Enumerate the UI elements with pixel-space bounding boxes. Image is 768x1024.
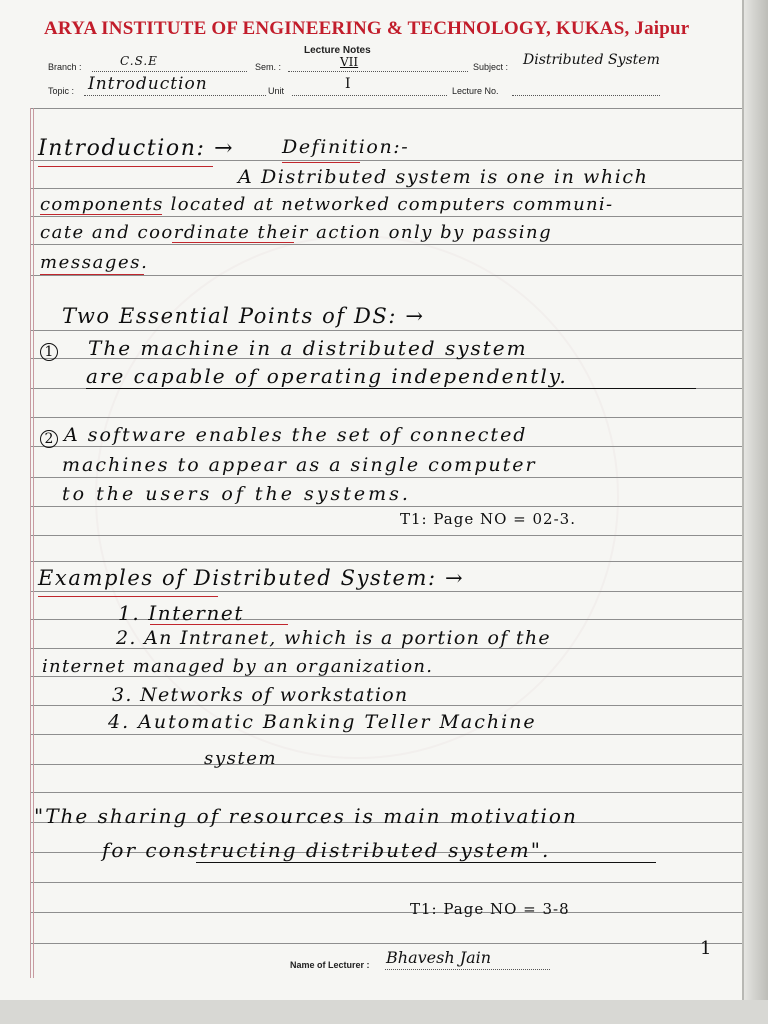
reference-2: T1: Page NO = 3-8 xyxy=(410,900,570,918)
points-heading: Two Essential Points of DS: → xyxy=(62,304,425,328)
example-4-line-1: 4. Automatic Banking Teller Machine xyxy=(108,711,537,733)
ruled-line xyxy=(30,882,742,883)
ruled-line xyxy=(30,734,742,735)
point-1-line-1: The machine in a distributed system xyxy=(88,336,528,360)
definition-line-2: components located at networked computers communi- xyxy=(40,194,614,215)
unit-label: Unit xyxy=(268,86,285,96)
ruled-line xyxy=(30,943,742,944)
ruled-line xyxy=(30,506,742,507)
point-1-number: 1 xyxy=(40,343,58,361)
branch-value: C.S.E xyxy=(120,54,158,68)
ruled-line xyxy=(30,764,742,765)
examples-heading: Examples of Distributed System: → xyxy=(38,566,465,590)
ruled-line xyxy=(30,417,742,418)
lecturer-name: Bhavesh Jain xyxy=(386,948,492,967)
ruled-line xyxy=(30,591,742,592)
point-2-number: 2 xyxy=(40,430,58,448)
topic-value: Introduction xyxy=(88,74,208,94)
branch-label: Branch : xyxy=(48,62,82,72)
reference-1: T1: Page NO = 02-3. xyxy=(400,510,576,528)
definition-line-4: messages. xyxy=(40,252,149,273)
ruled-line xyxy=(30,477,742,478)
example-4-line-2: system xyxy=(204,748,278,769)
point-2-line-3: to the users of the systems. xyxy=(62,483,411,505)
example-3: 3. Networks of workstation xyxy=(112,684,409,706)
ruled-line xyxy=(30,535,742,536)
margin-line xyxy=(30,108,31,978)
subject-label: Subject : xyxy=(473,62,509,72)
ruled-line xyxy=(30,792,742,793)
definition-line-3: cate and coordinate their action only by passing xyxy=(40,222,553,243)
ruled-line xyxy=(30,275,742,276)
intro-heading: Introduction: → xyxy=(38,136,235,161)
ruled-line xyxy=(30,188,742,189)
point-2-line-2: machines to appear as a single computer xyxy=(62,454,537,476)
ruled-line xyxy=(30,244,742,245)
point-2-line-1: A software enables the set of connected xyxy=(64,424,528,446)
definition-line-1: A Distributed system is one in which xyxy=(238,166,649,188)
definition-label: Definition:- xyxy=(282,136,410,158)
page-edge xyxy=(742,0,768,1024)
unit-value: I xyxy=(345,76,351,92)
lecturer-label: Name of Lecturer : xyxy=(290,960,370,970)
example-2-line-1: 2. An Intranet, which is a portion of the xyxy=(116,627,551,649)
sem-value: VII xyxy=(340,55,359,69)
example-2-line-2: internet managed by an organization. xyxy=(42,656,434,677)
topic-label: Topic : xyxy=(48,86,75,96)
sem-label: Sem. : xyxy=(255,62,282,72)
subject-value: Distributed System xyxy=(523,52,660,68)
doc-type-label: Lecture Notes xyxy=(304,45,371,56)
quote-line-2: for constructing distributed system". xyxy=(102,838,551,862)
institute-title: ARYA INSTITUTE OF ENGINEERING & TECHNOLOGY, KUKAS, Jaipur xyxy=(44,18,690,39)
margin-line xyxy=(33,108,34,978)
ruled-line xyxy=(30,330,742,331)
page-bottom-strip xyxy=(0,1000,768,1024)
quote-line-1: "The sharing of resources is main motivation xyxy=(34,804,578,828)
ruled-line xyxy=(30,561,742,562)
ruled-line xyxy=(30,912,742,913)
point-1-line-2: are capable of operating independently. xyxy=(86,364,568,388)
page-number: 1 xyxy=(700,938,712,959)
lecture-no-label: Lecture No. xyxy=(452,86,499,96)
ruled-line xyxy=(30,446,742,447)
ruled-line xyxy=(30,108,742,109)
example-1: 1. Internet xyxy=(118,601,245,625)
ruled-line xyxy=(30,216,742,217)
